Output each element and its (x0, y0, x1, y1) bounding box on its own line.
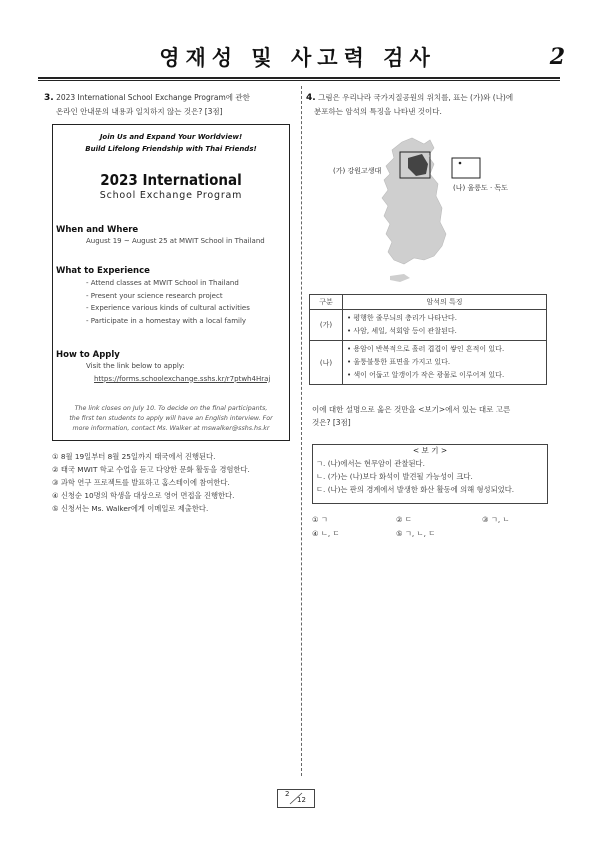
answer-option[interactable]: ② 태국 MWIT 학교 수업을 듣고 다양한 문화 활동을 경험한다. (52, 465, 250, 474)
table-row (310, 341, 547, 385)
page-title: 영재성 및 사고력 검사 (159, 45, 436, 70)
question-4-stem (306, 91, 558, 118)
question-4-prompt-line2: 것은? [3점] (312, 418, 351, 427)
flyer-notice-3: more information, contact Ms. Walker at mswalker@sshs.hs.kr (72, 425, 270, 432)
page-current: 2 (285, 790, 290, 798)
answer-option[interactable]: ① 8월 19일부터 8월 25일까지 태국에서 진행된다. (52, 452, 216, 461)
exchange-program-flyer (52, 124, 290, 441)
feature-item: • 사암, 셰일, 석회암 등이 관찰된다. (347, 327, 457, 335)
experience-item: - Attend classes at MWIT School in Thailand (86, 279, 239, 287)
table-header-features: 암석의 특징 (343, 295, 547, 310)
flyer-slogan-2: Build Lifelong Friendship with Thai Friends! (85, 145, 257, 153)
question-3-options (52, 450, 300, 515)
bogi-box (312, 444, 548, 504)
column-divider (301, 86, 302, 776)
apply-link[interactable]: https://forms.schoolexchange.sshs.kr/r7ptwh4Hraj (94, 374, 271, 383)
question-4-prompt (312, 403, 557, 429)
row-label-ga: (가) (310, 310, 343, 341)
feature-item: • 울퉁불퉁한 표면을 가지고 있다. (347, 358, 451, 366)
answer-option[interactable]: ④ ㄴ, ㄷ (312, 529, 340, 538)
bogi-item: ㄱ. (나)에서는 현무암이 관찰된다. (316, 459, 425, 468)
question-4-prompt-line1: 이에 대한 설명으로 옳은 것만을 <보기>에서 있는 대로 고른 (312, 405, 511, 414)
question-3-line2: 온라인 안내문의 내용과 일치하지 않는 것은? [3점] (56, 107, 223, 116)
question-4-line2: 분포하는 암석의 특징을 나타낸 것이다. (314, 107, 442, 116)
feature-item: • 용암이 반복적으로 흘러 겹겹이 쌓인 흔적이 있다. (347, 345, 505, 353)
answer-option[interactable]: ⑤ 신청서는 Ms. Walker에게 이메일로 제출한다. (52, 504, 209, 513)
bogi-item: ㄷ. (나)는 판의 경계에서 발생한 화산 활동에 의해 형성되었다. (316, 485, 515, 494)
answer-option[interactable]: ④ 신청순 10명의 학생을 대상으로 영어 면접을 진행한다. (52, 491, 235, 500)
apply-body: Visit the link below to apply: (86, 362, 185, 370)
when-heading: When and Where (56, 225, 139, 235)
question-3-line1: 2023 International School Exchange Program에 관한 (56, 93, 250, 102)
answer-option[interactable]: ⑤ ㄱ, ㄴ, ㄷ (396, 529, 436, 538)
table-row (310, 310, 547, 341)
jeju-island (390, 274, 410, 282)
question-4-line1: 그림은 우리나라 국가지질공원의 위치를, 표는 (가)와 (나)에 (318, 93, 514, 102)
rock-feature-table (309, 294, 547, 385)
table-header-category: 구분 (310, 295, 343, 310)
answer-option[interactable]: ② ㄷ (396, 515, 412, 524)
row-label-na: (나) (310, 341, 343, 385)
korea-map (330, 130, 550, 290)
header-rule (38, 77, 560, 79)
experience-item: - Present your science research project (86, 291, 223, 300)
page-total: 12 (297, 796, 306, 804)
map-label-na: (나) 울릉도 · 독도 (453, 184, 508, 192)
question-3-stem (44, 91, 296, 118)
question-3-number: 3. (44, 93, 54, 103)
flyer-notice-1: The link closes on July 10. To decide on the final participants, (74, 405, 268, 412)
flyer-subtitle: School Exchange Program (99, 190, 243, 201)
experience-heading: What to Experience (56, 266, 150, 276)
question-4-number: 4. (306, 93, 316, 103)
ulleung-marker-box (452, 158, 480, 178)
apply-heading: How to Apply (56, 350, 120, 360)
answer-option[interactable]: ③ 과학 연구 프로젝트를 발표하고 홈스테이에 참여한다. (52, 478, 230, 487)
answer-option[interactable]: ① ㄱ (312, 515, 328, 524)
page-number: 2 (549, 44, 565, 70)
header-rule-thin (38, 80, 560, 81)
page-indicator (277, 789, 315, 808)
flyer-notice-2: the first ten students to apply will have an English interview. For (69, 415, 273, 422)
bogi-label: < 보 기 > (409, 446, 451, 455)
flyer-title: 2023 International (100, 171, 242, 189)
experience-item: - Participate in a homestay with a local family (86, 316, 247, 325)
answer-option[interactable]: ③ ㄱ, ㄴ (482, 515, 510, 524)
flyer-slogan-1: Join Us and Expand Your Worldview! (99, 133, 243, 141)
feature-item: • 색이 어둡고 알갱이가 작은 광물로 이루어져 있다. (347, 371, 505, 379)
bogi-item: ㄴ. (가)는 (나)보다 화석이 발견될 가능성이 크다. (316, 472, 473, 481)
ulleung-dot (459, 162, 462, 165)
map-label-ga: (가) 강원고생대 (333, 167, 382, 175)
feature-item: • 평행한 줄무늬의 층리가 나타난다. (347, 314, 457, 322)
when-body: August 19 ~ August 25 at MWIT School in Thailand (86, 237, 265, 245)
experience-item: - Experience various kinds of cultural activities (86, 304, 250, 312)
